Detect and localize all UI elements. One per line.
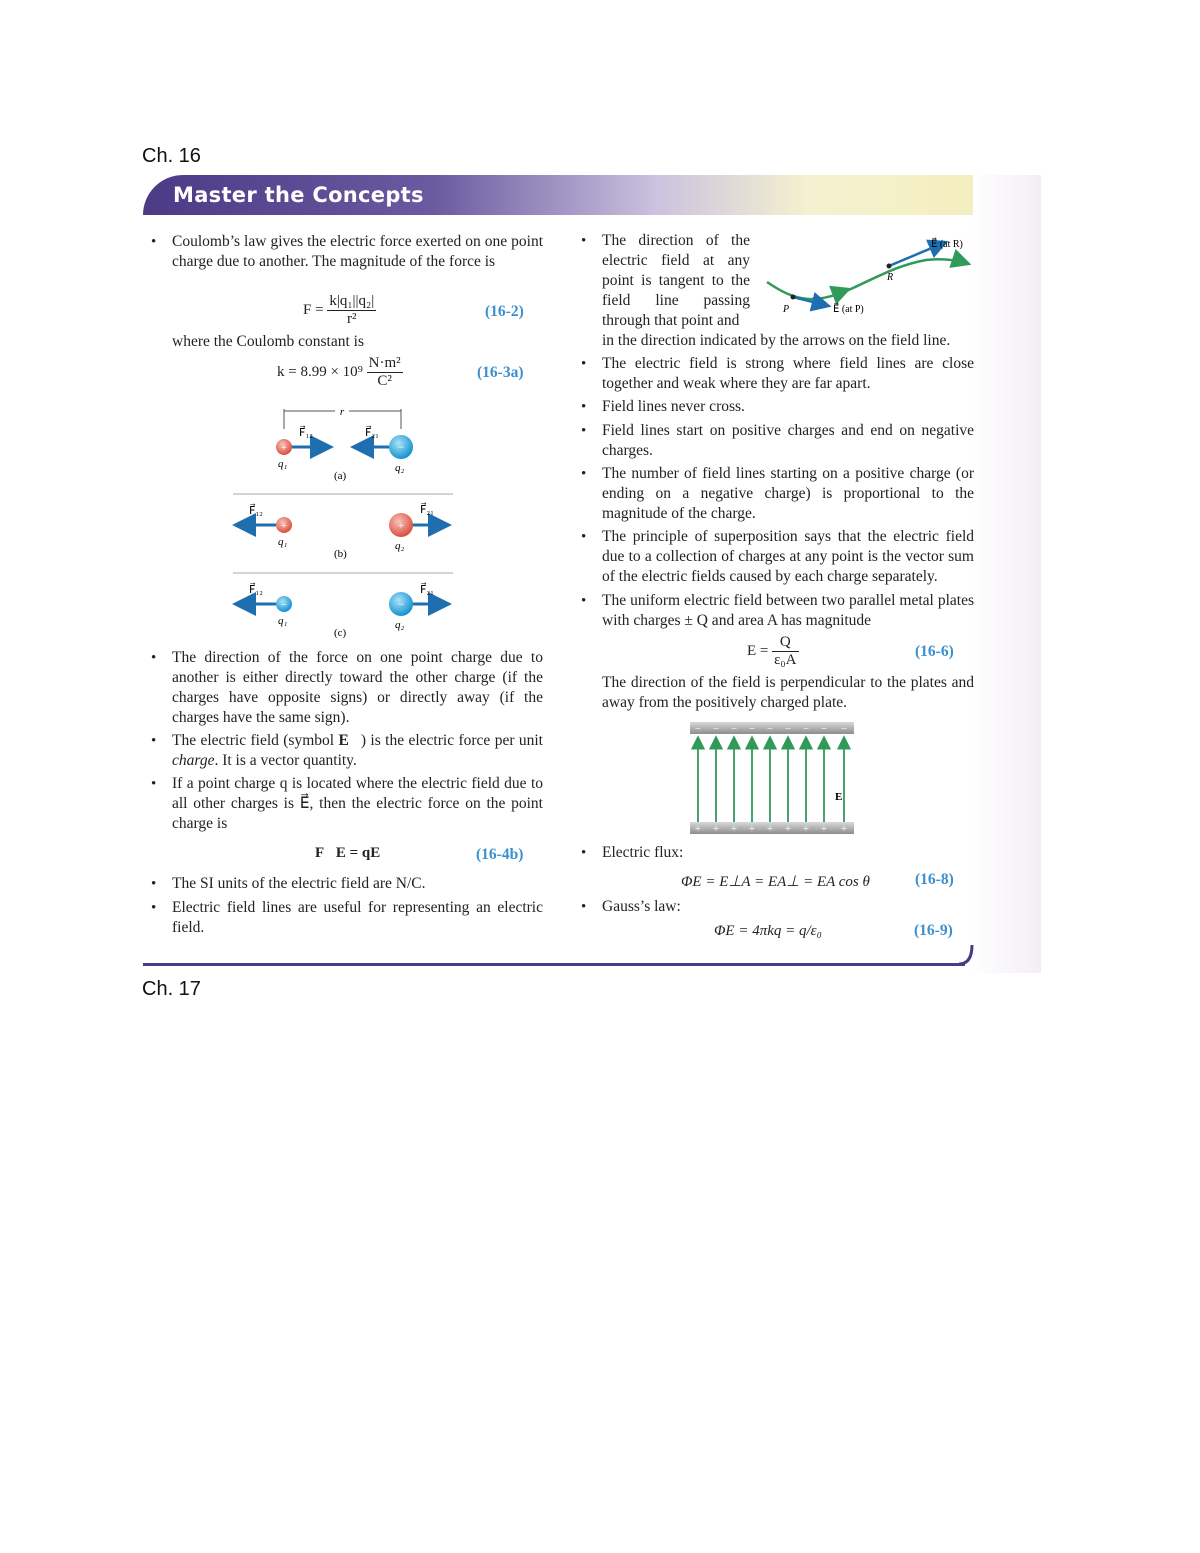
bullet-marker: • bbox=[581, 423, 587, 439]
bullet-marker: • bbox=[581, 593, 587, 609]
field-label-p: E⃗ (at P) bbox=[833, 304, 864, 315]
force-field-equation: F⃗E = qE⃗ bbox=[315, 845, 392, 861]
svg-text:+: + bbox=[712, 823, 720, 835]
equation-number: (16-8) bbox=[915, 871, 954, 888]
svg-text:+: + bbox=[397, 518, 405, 532]
gauss-equation: ΦE = 4πkq = q/ε₀ bbox=[714, 923, 822, 939]
field-direction-text-cont: in the direction indicated by the arrows on the field line. bbox=[602, 332, 951, 349]
bullet-marker: • bbox=[581, 529, 587, 545]
coulomb-constant-text: where the Coulomb constant is bbox=[172, 333, 364, 350]
charge-label: q₂ bbox=[395, 619, 405, 631]
banner bbox=[143, 175, 973, 215]
equation-number: (16-9) bbox=[914, 922, 953, 939]
bullet-marker: • bbox=[151, 234, 157, 250]
svg-text:+: + bbox=[820, 823, 828, 835]
coulomb-equation: F = $\frac{\text{k|q₁||q₂|}}{\text{r²}}$ bbox=[303, 293, 375, 327]
chapter-17-heading: Ch. 17 bbox=[142, 978, 201, 1000]
bullet-marker: • bbox=[151, 876, 157, 892]
field-lines-number: The number of field lines starting on a positive charge (or ending on a negative charge) is proportional to the magnitude of the charge. bbox=[602, 465, 974, 522]
bullet-marker: • bbox=[581, 899, 587, 915]
coulomb-law-text: Coulomb’s law gives the electric force exerted on one point charge due to another. The magnitude of the force is bbox=[172, 233, 543, 270]
svg-text:−: − bbox=[784, 723, 792, 735]
bullet-marker: • bbox=[151, 900, 157, 916]
electric-flux-label: Electric flux: bbox=[602, 844, 684, 861]
field-line-figure bbox=[761, 230, 976, 320]
field-label: E⃗ bbox=[835, 791, 851, 803]
bullet-marker: • bbox=[581, 845, 587, 861]
bullet-marker: • bbox=[581, 399, 587, 415]
banner-title: Master the Concepts bbox=[173, 183, 424, 207]
charge-label: q₂ bbox=[395, 540, 405, 552]
svg-text:+: + bbox=[784, 823, 792, 835]
svg-text:−: − bbox=[694, 723, 702, 735]
svg-text:+: + bbox=[694, 823, 702, 835]
uniform-field-text: The uniform electric field between two parallel metal plates with charges ± Q and area A has magnitude bbox=[602, 592, 974, 629]
bottom-rule bbox=[143, 963, 965, 966]
field-line bbox=[767, 259, 969, 299]
chapter-16-heading: Ch. 16 bbox=[142, 145, 201, 167]
equation-number: (16-2) bbox=[485, 303, 524, 320]
coulomb-constant-equation: k = 8.99 × 10⁹ $\frac{\text{N·m²}}{\text{C²}}$ bbox=[277, 355, 401, 389]
force-label: F⃗₂₁ bbox=[420, 584, 434, 596]
equation-number: (16-4b) bbox=[476, 846, 524, 863]
equation-number: (16-3a) bbox=[477, 364, 524, 381]
force-label: F⃗₂₁ bbox=[420, 504, 434, 516]
bullet-marker: • bbox=[581, 466, 587, 482]
force-label: F⃗₂₁ bbox=[365, 427, 379, 439]
svg-text:−: − bbox=[730, 723, 738, 735]
svg-text:+: + bbox=[802, 823, 810, 835]
panel-label: (a) bbox=[334, 470, 347, 482]
bullet-marker: • bbox=[151, 650, 157, 666]
charge-label: q₁ bbox=[278, 536, 288, 548]
electric-field-definition: The electric field (symbol E⃗) is the electric force per unit charge. It is a vector quantity. bbox=[172, 732, 543, 769]
charge-label: q₂ bbox=[395, 462, 405, 474]
field-strength-text: The electric field is strong where field lines are close together and weak where they are far apart. bbox=[602, 355, 974, 392]
field-label-r: E⃗ (at R) bbox=[931, 239, 963, 250]
coulomb-force-figure bbox=[223, 395, 463, 640]
svg-text:R: R bbox=[887, 272, 894, 283]
charge-label: q₁ bbox=[278, 458, 288, 470]
charge-label: q₁ bbox=[278, 615, 288, 627]
panel-label: (c) bbox=[334, 627, 347, 639]
uniform-field-equation: E = $\frac{Q}{\text{ε₀A}}$ bbox=[747, 634, 797, 668]
field-direction-plates: The direction of the field is perpendicular to the plates and away from the positively charged plate. bbox=[602, 674, 974, 711]
field-lines-start-end: Field lines start on positive charges and end on negative charges. bbox=[602, 422, 974, 459]
svg-text:−: − bbox=[840, 723, 848, 735]
force-direction-text: The direction of the force on one point charge due to another is either directly toward the other charge (if the charges have opposite signs) or directly away (if the charges have the same sign). bbox=[172, 649, 543, 726]
force-label: F⃗₁₂ bbox=[299, 427, 313, 439]
svg-text:−: − bbox=[748, 723, 756, 735]
svg-text:−: − bbox=[397, 597, 405, 611]
parallel-plates-figure bbox=[688, 720, 856, 836]
force-label: F⃗₁₂ bbox=[249, 505, 263, 517]
point-p bbox=[791, 295, 796, 300]
field-lines-text: Electric field lines are useful for representing an electric field. bbox=[172, 899, 543, 936]
point-charge-force-text: If a point charge q is located where the electric field due to all other charges is E⃗, then the electric force on the point charge is bbox=[172, 775, 543, 832]
bullet-marker: • bbox=[581, 233, 587, 249]
point-r bbox=[887, 264, 892, 269]
svg-text:+: + bbox=[280, 520, 288, 532]
svg-text:−: − bbox=[280, 599, 288, 611]
bullet-marker: • bbox=[581, 356, 587, 372]
master-concepts-card bbox=[143, 175, 1041, 973]
svg-text:−: − bbox=[766, 723, 774, 735]
flux-equation: ΦE = E⊥A = EA⊥ = EA cos θ bbox=[681, 874, 870, 890]
bottom-rule-curl bbox=[958, 943, 976, 967]
svg-text:−: − bbox=[712, 723, 720, 735]
gauss-law-label: Gauss’s law: bbox=[602, 898, 681, 915]
field-direction-text: The direction of the electric field at any point is tangent to the field line passing through that point and bbox=[602, 232, 750, 329]
svg-text:+: + bbox=[730, 823, 738, 835]
bullet-marker: • bbox=[151, 733, 157, 749]
svg-text:+: + bbox=[840, 823, 848, 835]
svg-text:+: + bbox=[280, 442, 288, 454]
svg-text:+: + bbox=[748, 823, 756, 835]
superposition-text: The principle of superposition says that the electric field due to a collection of charges at any point is the vector sum of the electric fields caused by each charge separately. bbox=[602, 528, 974, 585]
svg-text:P: P bbox=[783, 304, 790, 315]
distance-label: r bbox=[339, 406, 345, 418]
panel-label: (b) bbox=[334, 548, 347, 560]
svg-text:−: − bbox=[397, 440, 405, 454]
si-units-text: The SI units of the electric field are N/C. bbox=[172, 875, 426, 892]
force-label: F⃗₁₂ bbox=[249, 584, 263, 596]
svg-text:−: − bbox=[802, 723, 810, 735]
field-lines-never-cross: Field lines never cross. bbox=[602, 398, 745, 415]
equation-number: (16-6) bbox=[915, 643, 954, 660]
bullet-marker: • bbox=[151, 776, 157, 792]
svg-text:+: + bbox=[766, 823, 774, 835]
svg-text:−: − bbox=[820, 723, 828, 735]
